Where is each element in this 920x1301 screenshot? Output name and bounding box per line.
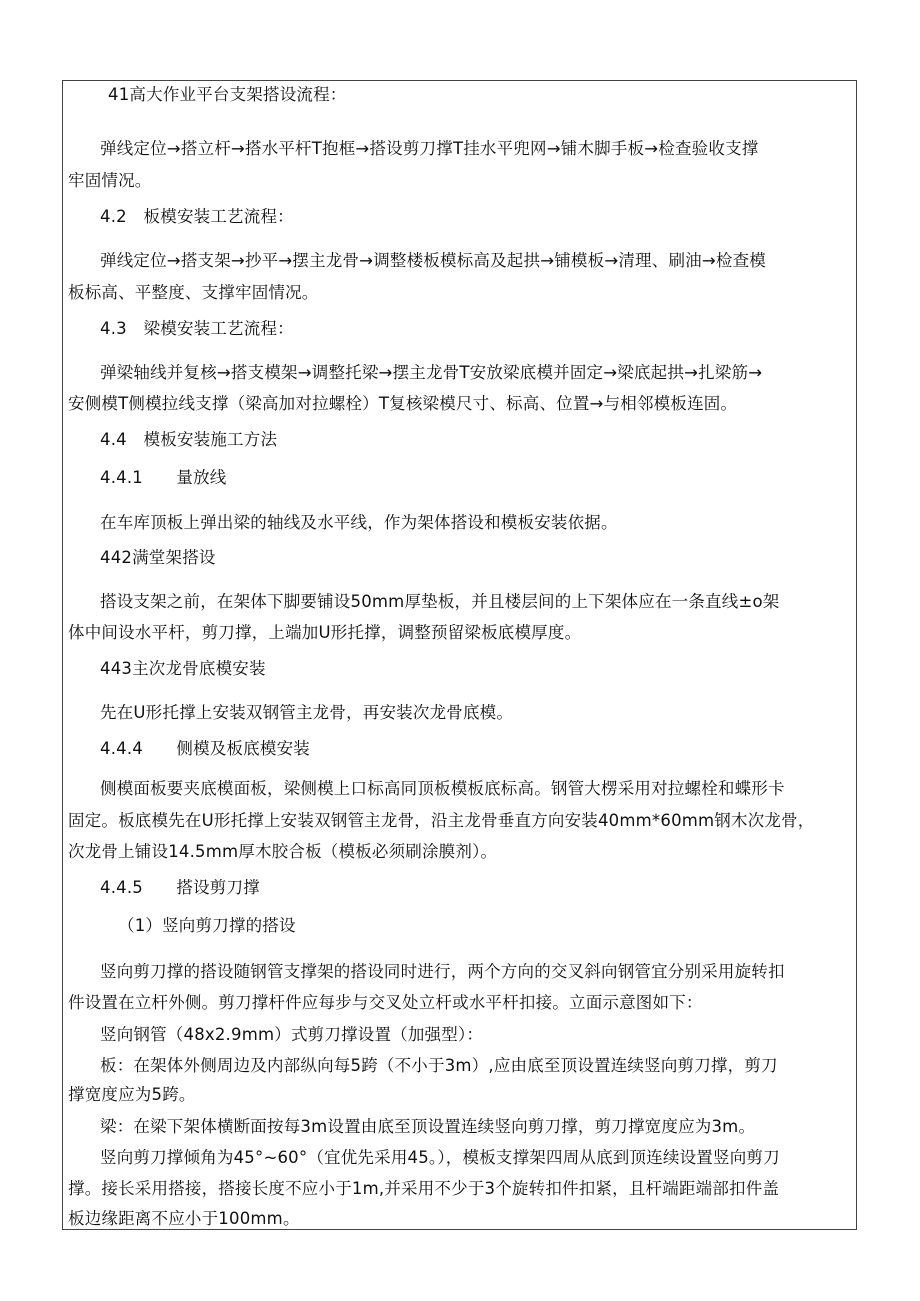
paragraph-line: 竖向剪刀撑的搭设随钢管支撑架的搭设同时进行，两个方向的交叉斜向钢管宜分别采用旋转扣 (100, 962, 785, 981)
heading-4-4-2: 442满堂架搭设 (100, 548, 216, 567)
paragraph-line: 板边缘距离不应小于100mm。 (68, 1209, 300, 1228)
paragraph-line: 板标高、平整度、支撑牢固情况。 (68, 283, 319, 302)
paragraph-line: 在车库顶板上弹出梁的轴线及水平线，作为架体搭设和模板安装依据。 (100, 513, 618, 532)
heading-4-3: 4.3 梁模安装工艺流程： (100, 319, 294, 338)
paragraph-line: 弹线定位→搭立杆→搭水平杆T抱框→搭设剪刀撑T挂水平兜网→铺木脚手板→检查验收支撑 (100, 139, 759, 158)
subheading-1: （1）竖向剪刀撑的搭设 (118, 916, 296, 935)
heading-4-1: 41高大作业平台支架搭设流程： (108, 85, 347, 104)
paragraph-line: 竖向钢管（48x2.9mm）式剪刀撑设置（加强型）： (100, 1025, 484, 1044)
paragraph-line: 固定。板底模先在U形托撑上安装双钢管主龙骨，沿主龙骨垂直方向安装40mm*60mm钢木次龙骨， (68, 811, 815, 830)
heading-4-2: 4.2 板模安装工艺流程： (100, 207, 294, 226)
paragraph-line: 弹梁轴线并复核→搭支模架→调整托梁→摆主龙骨T安放梁底模并固定→梁底起拱→扎梁筋→ (100, 363, 763, 382)
heading-4-4-4: 4.4.4 侧模及板底模安装 (100, 739, 310, 758)
heading-4-4-1: 4.4.1 量放线 (100, 468, 227, 487)
heading-4-4-3: 443主次龙骨底模安装 (100, 659, 266, 678)
paragraph-line: 牢固情况。 (68, 171, 152, 190)
paragraph-line: 弹线定位→搭支架→抄平→摆主龙骨→调整楼板模标高及起拱→铺模板→清理、刷油→检查模 (100, 251, 766, 270)
paragraph-line: 撑。接长采用搭接，搭接长度不应小于1m,并采用不少于3个旋转扣件扣紧，且杆端距端部扣件盖 (68, 1179, 780, 1198)
paragraph-line: 次龙骨上铺设14.5mm厚木胶合板（模板必须刷涂膜剂）。 (68, 842, 498, 861)
paragraph-line: 侧模面板要夹底模面板，梁侧模上口标高同顶板模板底标高。钢管大楞采用对拉螺栓和蝶形卡 (100, 779, 785, 798)
heading-4-4: 4.4 模板安装施工方法 (100, 430, 278, 449)
paragraph-line: 体中间设水平杆，剪刀撑，上端加U形托撑，调整预留梁板底模厚度。 (68, 623, 582, 642)
paragraph-line: 件设置在立杆外侧。剪刀撑杆件应每步与交叉处立杆或水平杆扣接。立面示意图如下： (68, 993, 703, 1012)
paragraph-line: 安侧模T侧模拉线支撑（梁高加对拉螺栓）T复核梁模尺寸、标高、位置→与相邻模板连固。 (68, 394, 738, 413)
paragraph-line: 梁：在梁下架体横断面按每3m设置由底至顶设置连续竖向剪刀撑，剪刀撑宽度应为3m。 (100, 1117, 756, 1136)
paragraph-line: 撑宽度应为5跨。 (68, 1085, 196, 1104)
paragraph-line: 先在U形托撑上安装双钢管主龙骨，再安装次龙骨底模。 (100, 703, 514, 722)
paragraph-line: 板：在架体外侧周边及内部纵向每5跨（不小于3m）,应由底至顶设置连续竖向剪刀撑，剪刀 (100, 1056, 778, 1075)
paragraph-line: 搭设支架之前，在架体下脚要铺设50mm厚垫板，并且楼层间的上下架体应在一条直线±o架 (100, 592, 780, 611)
paragraph-line: 竖向剪刀撑倾角为45°~60°（宜优先采用45。），模板支撑架四周从底到顶连续设置竖向剪刀 (100, 1148, 780, 1167)
heading-4-4-5: 4.4.5 搭设剪刀撑 (100, 878, 260, 897)
